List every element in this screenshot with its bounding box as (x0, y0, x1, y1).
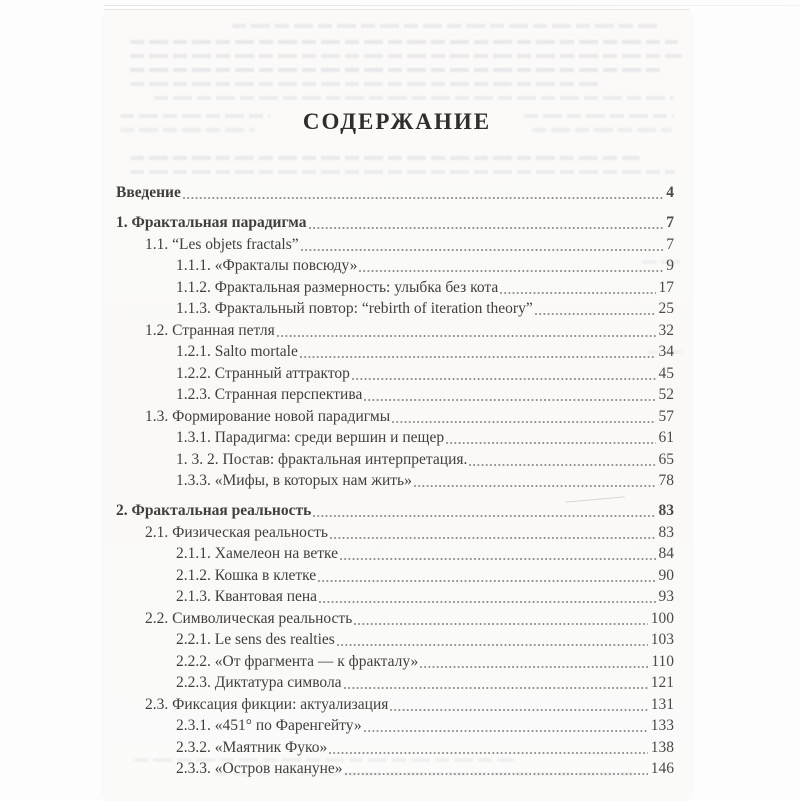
bleedthrough-line (130, 170, 675, 174)
toc-entry-label: 1.1.2. Фрактальная размерность: улыбка без кота (176, 278, 499, 296)
toc-entry-label: 1. 3. 2. Постав: фрактальная интерпретация. (176, 450, 468, 468)
bleedthrough-line (232, 24, 662, 28)
toc-entry (116, 694, 674, 716)
toc-entry-page-number: 133 (650, 717, 674, 734)
toc-entry-page-number: 103 (650, 631, 674, 648)
toc-entry-page-number: 34 (658, 343, 674, 360)
toc-entry-page-number: 25 (658, 300, 674, 317)
toc-entry-page-number: 17 (658, 278, 674, 296)
toc-entry-page-number: 93 (658, 588, 674, 605)
dot-leader (414, 470, 656, 492)
toc-entry (116, 500, 674, 522)
toc-entry-label: 1.1.1. «Фракталы повсюду» (176, 257, 358, 274)
toc-entry-label: 2.2.3. Диктатура символа (176, 674, 342, 691)
dot-leader (364, 384, 655, 406)
dot-leader (313, 500, 655, 522)
toc-entry-label: 2. Фрактальная реальность (116, 502, 312, 519)
toc-entry (116, 384, 674, 406)
page-title: СОДЕРЖАНИЕ (302, 109, 492, 134)
toc-entry (116, 234, 674, 256)
table-of-contents (116, 182, 674, 780)
toc-entry-page-number: 45 (658, 364, 674, 382)
bleedthrough-line (130, 68, 664, 72)
toc-entry-page-number: 52 (658, 386, 674, 403)
toc-entry-page-number: 4 (666, 184, 674, 201)
dot-leader (390, 694, 647, 716)
toc-entry-label: 2.1.2. Кошка в клетке (176, 566, 317, 584)
toc-entry-page-number: 61 (658, 429, 674, 446)
dot-leader (359, 255, 663, 277)
toc-entry-page-number: 83 (658, 523, 674, 541)
bleedthrough-line (130, 82, 600, 86)
bleedthrough-line (130, 40, 678, 44)
toc-entry (116, 672, 674, 694)
dot-leader (301, 234, 664, 256)
dot-leader (183, 182, 663, 204)
toc-entry-label: 1.1. “Les objets fractals” (145, 235, 299, 253)
dot-leader (446, 427, 655, 449)
toc-entry (116, 182, 674, 204)
toc-entry-label: 1.3. Формирование новой парадигмы (145, 407, 391, 425)
toc-entry-page-number: 65 (658, 450, 674, 468)
toc-entry-page-number: 121 (650, 674, 674, 691)
book-page (104, 9, 690, 801)
toc-entry-label: 2.1.1. Хамелеон на ветке (176, 545, 339, 562)
toc-entry-page-number: 78 (658, 472, 674, 489)
toc-entry (116, 608, 674, 630)
dot-leader (340, 543, 655, 565)
toc-entry-label: 1.2.3. Странная перспектива (176, 386, 363, 403)
bleedthrough-line (130, 156, 640, 160)
toc-entry (116, 737, 674, 759)
toc-entry-page-number: 83 (658, 502, 674, 519)
toc-entry-label: 2.3. Фиксация фикции: актуализация (145, 695, 389, 713)
toc-entry-label: 2.2.1. Le sens des realties (176, 631, 335, 648)
dot-leader (469, 449, 655, 471)
toc-entry (116, 629, 674, 651)
toc-entry-page-number: 57 (658, 407, 674, 425)
toc-entry (116, 363, 674, 385)
dot-leader (318, 565, 655, 587)
dot-leader (277, 320, 656, 342)
toc-entry (116, 298, 674, 320)
toc-entry-label: 2.2. Символическая реальность (145, 609, 353, 627)
toc-entry (116, 320, 674, 342)
dot-leader (330, 522, 656, 544)
toc-entry-label: Введение (116, 184, 181, 201)
dot-leader (420, 651, 648, 673)
toc-entry-label: 1.3.1. Парадигма: среди вершин и пещер (176, 429, 445, 446)
toc-entry-page-number: 110 (651, 652, 674, 670)
toc-entry-label: 2.3.3. «Остров накануне» (176, 760, 343, 777)
toc-entry-page-number: 138 (650, 738, 674, 756)
bleedthrough-line (154, 96, 674, 100)
toc-entry-label: 1.2. Странная петля (145, 321, 275, 339)
dot-leader (344, 672, 648, 694)
dot-leader (354, 608, 647, 630)
dot-leader (364, 715, 648, 737)
page-top-edge (104, 5, 800, 6)
toc-entry-label: 2.1.3. Квантовая пена (176, 588, 318, 605)
toc-entry-page-number: 84 (658, 545, 674, 562)
toc-entry-page-number: 32 (658, 321, 674, 339)
dot-leader (329, 737, 647, 759)
toc-entry (116, 427, 674, 449)
toc-entry (116, 406, 674, 428)
dot-leader (392, 406, 655, 428)
toc-entry (116, 449, 674, 471)
toc-entry-label: 2.3.1. «451° по Фаренгейту» (176, 717, 362, 734)
dot-leader (309, 212, 664, 234)
toc-entry (116, 543, 674, 565)
toc-entry-label: 2.3.2. «Маятник Фуко» (176, 738, 328, 756)
dot-leader (345, 758, 648, 780)
toc-entry (116, 565, 674, 587)
toc-entry-label: 2.1. Физическая реальность (145, 523, 328, 541)
toc-entry-label: 1.3.3. «Мифы, в которых нам жить» (176, 472, 412, 489)
toc-entry-label: 2.2.2. «От фрагмента — к фракталу» (176, 652, 419, 670)
dot-leader (500, 277, 655, 299)
dot-leader (300, 341, 656, 363)
toc-entry-label: 1. Фрактальная парадигма (116, 214, 307, 231)
dot-leader (319, 586, 655, 608)
toc-entry (116, 758, 674, 780)
toc-entry (116, 586, 674, 608)
toc-entry (116, 470, 674, 492)
toc-entry-page-number: 146 (650, 760, 674, 777)
toc-entry-page-number: 9 (666, 257, 674, 274)
toc-entry-page-number: 7 (666, 214, 674, 231)
toc-entry-label: 1.2.2. Странный аттрактор (176, 364, 350, 382)
toc-entry (116, 212, 674, 234)
bleedthrough-line (130, 54, 682, 58)
toc-entry (116, 277, 674, 299)
toc-entry-page-number: 100 (650, 609, 674, 627)
toc-entry-page-number: 90 (658, 566, 674, 584)
dot-leader (337, 629, 648, 651)
toc-entry (116, 715, 674, 737)
toc-entry-page-number: 131 (650, 695, 674, 713)
toc-entry-label: 1.1.3. Фрактальный повтор: “rebirth of iteration theory” (176, 300, 533, 317)
toc-entry (116, 341, 674, 363)
toc-entry-label: 1.2.1. Salto mortale (176, 343, 298, 360)
toc-entry (116, 522, 674, 544)
toc-entry (116, 651, 674, 673)
toc-entry-page-number: 7 (666, 235, 674, 253)
dot-leader (535, 298, 656, 320)
toc-entry (116, 255, 674, 277)
dot-leader (352, 363, 656, 385)
